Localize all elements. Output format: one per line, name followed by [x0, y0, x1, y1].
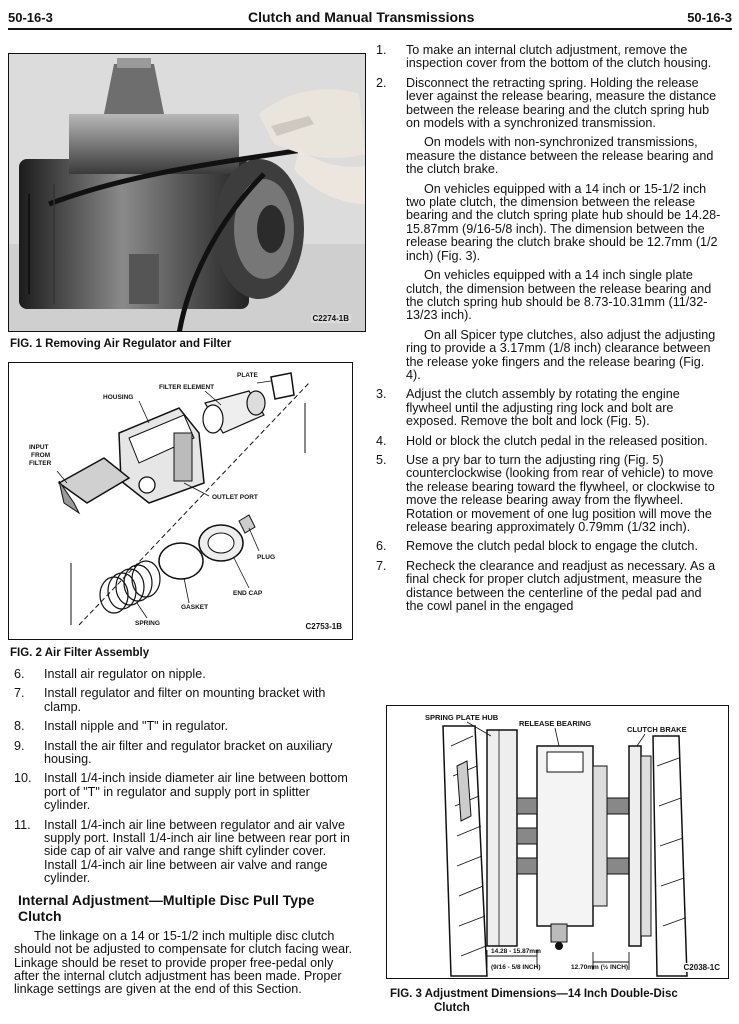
right-step-4: 4. Hold or block the clutch pedal in the released position. [376, 433, 708, 448]
label-dim2: 12.70mm (½ INCH) [571, 964, 629, 971]
label-plate: PLATE [237, 372, 258, 379]
section-body: The linkage on a 14 or 15-1/2 inch multiple disc clutch should not be adjusted to compensate for clutch facing wear. Linkage should be reset to provide proper free-pedal only after the internal clutch adjustment has been made. Proper linkage settings are given at the end of this Section. [14, 928, 353, 997]
right-step-2: 2. Disconnect the retracting spring. Holding the release lever against the release bearing, measure the distance between the release bearing and the clutch spring hub on models with a synchronized transmission. [376, 75, 717, 131]
page-title: Clutch and Manual Transmissions [248, 9, 475, 25]
label-input-line3: FILTER [29, 460, 52, 467]
label-input-line1: INPUT [29, 444, 49, 451]
figure-3-caption-line1: FIG. 3 Adjustment Dimensions—14 Inch Double-Disc [390, 988, 678, 1000]
transmission-photo-illustration [9, 54, 365, 331]
page-number-right: 50-16-3 [687, 10, 732, 25]
label-end-cap: END CAP [233, 590, 263, 597]
label-input-line2: FROM [31, 452, 51, 459]
left-step-6: 6. Install air regulator on nipple. [14, 667, 206, 681]
right-column-text [376, 44, 722, 619]
right-para-spicer: On all Spicer type clutches, also adjust the adjusting ring to provide a 3.17mm (1/8 inch) clearance between the release yoke fingers and the release bearing (Fig. 4). [406, 327, 716, 382]
section-heading: Internal Adjustment—Multiple Disc Pull Type Clutch [18, 891, 315, 924]
right-step-5: 5. Use a pry bar to turn the adjusting ring (Fig. 5) counterclockwise (looking from rear of vehicle) to move the release bearing toward the flywheel, or clockwise to move the release bearing away from the flywheel. Rotation or movement of one lug position will move the release bearing approximately 0.79mm (1/32 inch). [376, 452, 715, 534]
left-step-7: 7. Install regulator and filter on mounting bracket with clamp. [14, 686, 326, 714]
label-spring-plate-hub: SPRING PLATE HUB [425, 713, 499, 722]
label-housing: HOUSING [103, 394, 134, 401]
right-para-single-plate: On vehicles equipped with a 14 inch single plate clutch, the dimension between the release bearing and the clutch spring hub should be 8.73-10.31mm (11/32-13/23 inch). [406, 268, 712, 323]
figure-1-caption: FIG. 1 Removing Air Regulator and Filter [10, 338, 232, 350]
figure-2-code: C2753-1B [305, 622, 342, 631]
left-step-11: 11. Install 1/4-inch air line between regulator and air valve supply port. Install 1/4-inch air line between rear port in side cap of air valve and range shift cylinder cover. Install 1/4-inch air line between air valve and range cylinder. [14, 817, 350, 886]
figure-2-diagram [8, 362, 353, 640]
right-step-7: 7. Recheck the clearance and readjust as necessary. As a final check for proper clutch adjustment, measure the distance between the centerline of the pedal pad and the cowl panel in the engaged [376, 558, 716, 614]
right-step-3: 3. Adjust the clutch assembly by rotating the engine flywheel until the adjusting ring lock and bolt are exposed. Remove the bolt and lock (Fig. 5). [376, 387, 680, 429]
figure-3-diagram [386, 705, 729, 979]
figure-1-code: C2274-1B [312, 314, 349, 323]
label-filter-element: FILTER ELEMENT [159, 384, 215, 391]
figure-3-caption-line2: Clutch [434, 1002, 470, 1014]
clutch-adjustment-diagram [387, 706, 728, 978]
right-step-1: 1. To make an internal clutch adjustment, remove the inspection cover from the bottom of the clutch housing. [376, 43, 712, 71]
right-para-two-plate: On vehicles equipped with a 14 inch or 15-1/2 inch two plate clutch, the dimension between the release bearing and the clutch spring plate hub should be 14.28-15.87mm (9/16-5/8 inch). The dimension between the release bearing the clutch brake should be 12.7mm (1/2 inch) (Fig. 3). [406, 181, 721, 263]
right-step-6: 6. Remove the clutch pedal block to engage the clutch. [376, 539, 698, 554]
label-plug: PLUG [257, 554, 276, 561]
air-filter-exploded-diagram [9, 363, 352, 639]
label-dim1-in: (9/16 - 5/8 INCH) [491, 964, 541, 971]
right-para-nonsync: On models with non-synchronized transmissions, measure the distance between the release bearing and the clutch brake. [406, 135, 714, 177]
label-outlet-port: OUTLET PORT [212, 494, 258, 501]
page-header [8, 6, 732, 30]
figure-2-caption: FIG. 2 Air Filter Assembly [10, 647, 150, 659]
figure-3-code: C2038-1C [683, 963, 720, 972]
label-dim1-mm: 14.28 - 15.87mm [491, 948, 541, 955]
label-release-bearing: RELEASE BEARING [519, 719, 592, 728]
left-step-9: 9. Install the air filter and regulator bracket on auxiliary housing. [14, 738, 333, 767]
figure-1-photo [8, 53, 366, 332]
left-step-10: 10. Install 1/4-inch inside diameter air line between bottom port of "T" in regulator and supply port in splitter cylinder. [14, 771, 348, 813]
left-step-8: 8. Install nipple and "T" in regulator. [14, 719, 228, 734]
label-spring: SPRING [135, 620, 160, 627]
label-clutch-brake: CLUTCH BRAKE [627, 725, 687, 734]
label-gasket: GASKET [181, 604, 209, 611]
page-number-left: 50-16-3 [8, 10, 53, 25]
left-column-text [14, 668, 358, 1003]
